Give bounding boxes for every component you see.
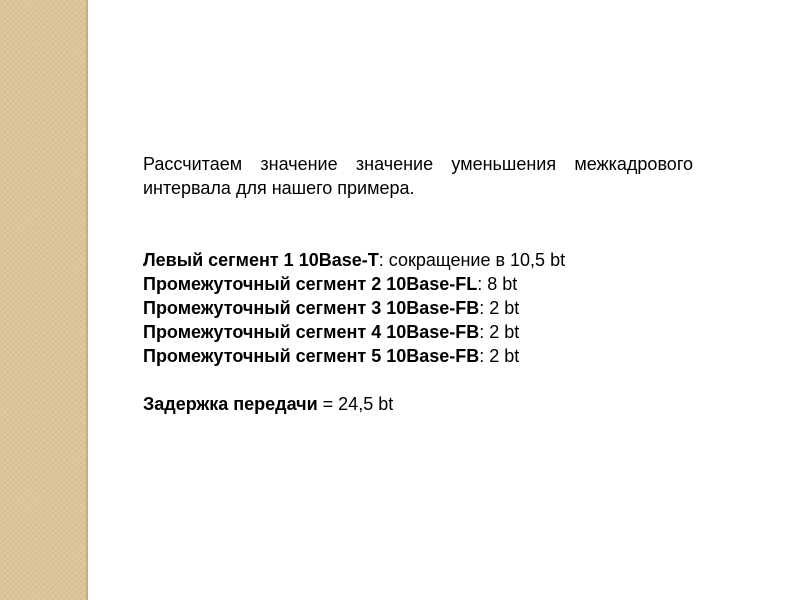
intro-line-1: Рассчитаем значение значение уменьшения межкадрового — [143, 154, 693, 174]
segment-list — [143, 248, 693, 368]
segment-item — [143, 344, 693, 368]
segment-name: Промежуточный сегмент 4 10Base-FB — [143, 322, 480, 342]
intro-line-2: интервала для нашего примера. — [143, 178, 415, 198]
intro-paragraph — [143, 152, 693, 200]
segment-item — [143, 320, 693, 344]
segment-value: : 8 bt — [477, 274, 518, 294]
segment-value: : 2 bt — [479, 346, 520, 366]
segment-item — [143, 248, 693, 272]
total-label: Задержка передачи — [143, 394, 318, 414]
segment-name: Левый сегмент 1 10Base-T — [143, 250, 379, 270]
segment-value: : 2 bt — [479, 298, 520, 318]
segment-name: Промежуточный сегмент 5 10Base-FB — [143, 346, 480, 366]
segment-value: : 2 bt — [479, 322, 520, 342]
segment-name: Промежуточный сегмент 2 10Base-FL — [143, 274, 478, 294]
segment-item — [143, 296, 693, 320]
total-value: = 24,5 bt — [317, 394, 394, 414]
segment-name: Промежуточный сегмент 3 10Base-FB — [143, 298, 480, 318]
transmission-delay-total — [143, 392, 693, 416]
slide-content — [143, 152, 693, 416]
segment-item — [143, 272, 693, 296]
decorative-side-bar — [0, 0, 88, 600]
segment-value: : сокращение в 10,5 bt — [378, 250, 566, 270]
